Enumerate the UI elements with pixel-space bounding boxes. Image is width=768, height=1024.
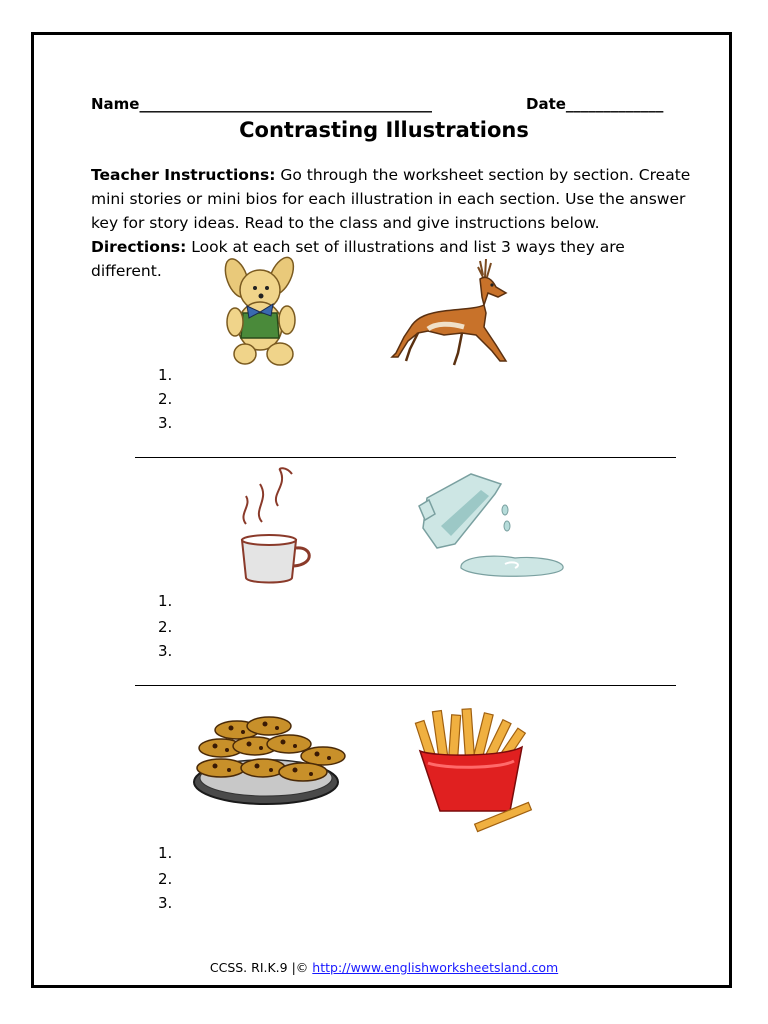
- section-2-item-3: 3.: [158, 642, 173, 660]
- cookies-plate-image: [191, 712, 348, 808]
- section-1-item-1: 1.: [158, 366, 173, 384]
- date-label: Date: [526, 95, 566, 113]
- date-blank: _____________: [565, 95, 664, 113]
- date-field: [526, 95, 663, 113]
- section-3-item-2: 2.: [158, 870, 173, 888]
- page-title: Contrasting Illustrations: [239, 118, 529, 142]
- name-label: Name: [91, 95, 140, 113]
- section-1-item-3: 3.: [158, 414, 173, 432]
- teddy-bear-image: [215, 258, 305, 368]
- section-2-item-1: 1.: [158, 592, 173, 610]
- teacher-text: Go through the worksheet section by section. Create mini stories or mini bios for each illustration in each section. Use the answer key for story ideas. Read to the class and give instructions below.: [91, 166, 691, 232]
- deer-image: [388, 257, 518, 369]
- footer-link[interactable]: http://www.englishworksheetsland.com: [312, 960, 559, 975]
- spilled-pitcher-image: [415, 470, 565, 580]
- section-divider-1: [135, 457, 676, 458]
- section-3-item-3: 3.: [158, 894, 173, 912]
- hot-cup-image: [234, 466, 319, 588]
- name-field: [91, 95, 432, 113]
- footer: [0, 960, 768, 975]
- section-1-item-2: 2.: [158, 390, 173, 408]
- directions-text: Look at each set of illustrations and list 3 ways they are different.: [91, 238, 625, 280]
- directions-label: Directions:: [91, 238, 187, 256]
- footer-standard: CCSS. RI.K.9 |©: [209, 960, 309, 975]
- section-2-item-2: 2.: [158, 618, 173, 636]
- section-3-item-1: 1.: [158, 844, 173, 862]
- french-fries-image: [414, 707, 539, 834]
- name-blank: _______________________________________: [139, 95, 432, 113]
- section-divider-2: [135, 685, 676, 686]
- teacher-label: Teacher Instructions:: [91, 166, 276, 184]
